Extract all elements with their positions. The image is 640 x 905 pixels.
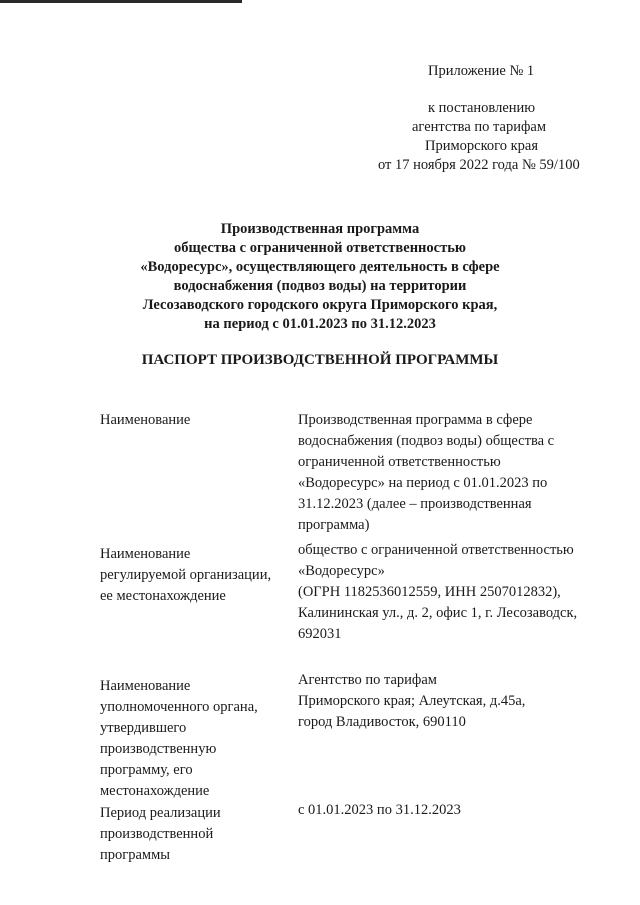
annex-line: агентства по тарифам — [412, 119, 546, 135]
row-value — [298, 670, 608, 733]
program-title-line: «Водоресурс», осуществляющего деятельность в сфере — [140, 259, 500, 275]
row-label-line: местонахождение — [100, 783, 210, 799]
row-label-line: программы — [100, 847, 170, 863]
program-title-line: Производственная программа — [220, 221, 420, 237]
program-title-line: общества с ограниченной ответственностью — [174, 240, 466, 256]
row-value-line: (ОГРН 1182536012559, ИНН 2507012832), — [298, 584, 561, 600]
row-value-line: ограниченной ответственностью — [298, 454, 501, 470]
passport-heading: ПАСПОРТ ПРОИЗВОДСТВЕННОЙ ПРОГРАММЫ — [141, 352, 499, 368]
row-label-line: Период реализации — [100, 805, 221, 821]
row-label — [100, 544, 285, 607]
row-value-line: 31.12.2023 (далее – производственная — [298, 496, 532, 512]
row-value — [298, 540, 608, 645]
row-label-line: Наименование — [100, 412, 191, 428]
row-value-line: Приморского края; Алеутская, д.45а, — [298, 693, 526, 709]
row-value-line: «Водоресурс» на период с 01.01.2023 по — [298, 475, 548, 491]
row-value — [298, 800, 608, 821]
top-edge-rule — [0, 0, 242, 3]
row-value-line: 692031 — [298, 626, 342, 642]
annex-line: Приморского края — [425, 138, 539, 154]
row-value-line: город Владивосток, 690110 — [298, 714, 466, 730]
row-value-line: программа) — [298, 517, 370, 533]
annex-title: Приложение № 1 — [428, 63, 535, 79]
row-label-line: Наименование — [100, 678, 191, 694]
row-value-line: общество с ограниченной ответственностью — [298, 542, 574, 558]
row-label-line: регулируемой организации, — [100, 567, 272, 583]
row-value-line: с 01.01.2023 по 31.12.2023 — [298, 802, 461, 818]
row-value-line: «Водоресурс» — [298, 563, 385, 579]
row-label-line: Наименование — [100, 546, 191, 562]
row-label-line: ее местонахождение — [100, 588, 226, 604]
row-label — [100, 803, 285, 866]
row-label-line: утвердившего — [100, 720, 187, 736]
annex-block — [370, 62, 610, 175]
row-value-line: водоснабжения (подвоз воды) общества с — [298, 433, 555, 449]
row-label-line: уполномоченного органа, — [100, 699, 258, 715]
row-label — [100, 410, 285, 431]
row-value — [298, 410, 608, 536]
annex-line: от 17 ноября 2022 года № 59/100 — [378, 157, 580, 173]
program-title-line: на период с 01.01.2023 по 31.12.2023 — [204, 316, 436, 332]
row-label-line: программу, его — [100, 762, 193, 778]
row-label-line: производственной — [100, 826, 214, 842]
row-label — [100, 676, 285, 802]
row-value-line: Производственная программа в сфере — [298, 412, 533, 428]
annex-line: к постановлению — [428, 100, 536, 116]
program-title — [80, 220, 560, 334]
row-value-line: Агентство по тарифам — [298, 672, 437, 688]
row-value-line: Калининская ул., д. 2, офис 1, г. Лесозаводск, — [298, 605, 578, 621]
program-title-line: водоснабжения (подвоз воды) на территории — [173, 278, 467, 294]
program-title-line: Лесозаводского городского округа Приморского края, — [142, 297, 498, 313]
row-label-line: производственную — [100, 741, 217, 757]
